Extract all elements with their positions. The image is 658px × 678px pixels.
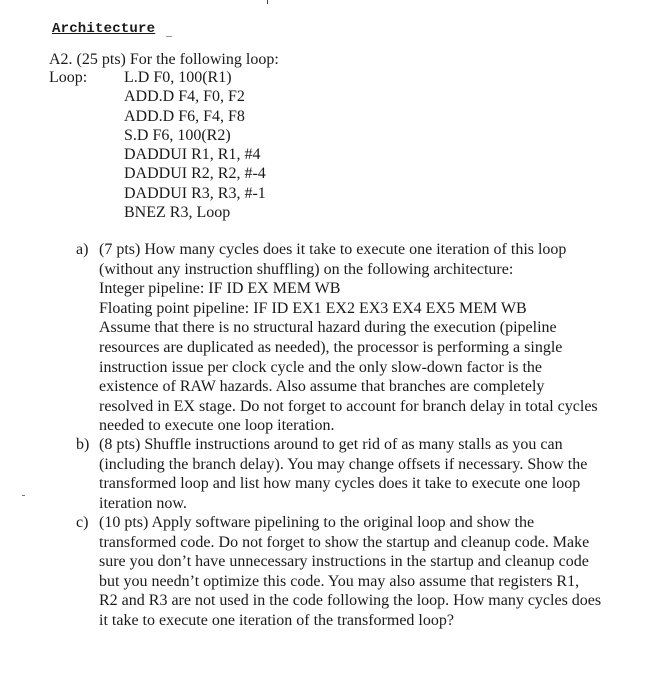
question-line: but you needn’t optimize this code. You may also assume that registers R1,: [99, 572, 580, 590]
question-text: [99, 240, 639, 436]
question-line: existence of RAW hazards. Also assume that branches are completely: [99, 378, 545, 396]
code-line: L.D F0, 100(R1): [124, 69, 232, 86]
code-line: DADDUI R2, R2, #-4: [124, 165, 266, 183]
question-line: it take to execute one iteration of the transformed loop?: [99, 611, 454, 629]
scan-mark: [267, 0, 268, 4]
scan-mark: [22, 495, 25, 496]
code-line: ADD.D F6, F4, F8: [124, 107, 245, 125]
code-listing: [124, 68, 266, 222]
question-marker: b): [76, 436, 90, 453]
question-line: Integer pipeline: IF ID EX MEM WB: [99, 280, 341, 298]
code-line: DADDUI R1, R1, #4: [124, 146, 261, 164]
question-marker: c): [76, 514, 89, 531]
code-line: S.D F6, 100(R2): [124, 126, 231, 144]
question-line: resources are duplicated as needed), the processor is performing a single: [99, 338, 563, 356]
code-line: BNEZ R3, Loop: [124, 204, 231, 222]
question-line: iteration now.: [99, 494, 187, 512]
section-heading: Architecture: [52, 21, 156, 37]
question-line: (without any instruction shuffling) on the following architecture:: [99, 260, 514, 278]
question-line: Assume that there is no structural hazard during the execution (pipeline: [99, 319, 557, 337]
question-text: [99, 513, 639, 631]
question-line: instruction issue per clock cycle and the only slow-down factor is the: [99, 358, 542, 376]
question-line: (10 pts) Apply software pipelining to the original loop and show the: [99, 514, 535, 531]
question-line: resolved in EX stage. Do not forget to account for branch delay in total cycles: [99, 397, 598, 415]
question-line: transformed code. Do not forget to show the startup and cleanup code. Make: [99, 533, 590, 551]
loop-label: Loop:: [49, 69, 88, 86]
question-text: [99, 435, 639, 513]
question-line: (7 pts) How many cycles does it take to execute one iteration of this loop: [99, 241, 567, 258]
code-line: DADDUI R3, R3, #-1: [124, 184, 266, 202]
problem-header: A2. (25 pts) For the following loop:: [49, 51, 279, 68]
code-line: ADD.D F4, F0, F2: [124, 88, 245, 106]
question-line: transformed loop and list how many cycles does it take to execute one loop: [99, 475, 581, 493]
question-line: sure you don’t have unnecessary instructions in the startup and cleanup code: [99, 553, 589, 571]
question-line: Floating point pipeline: IF ID EX1 EX2 EX3 EX4 EX5 MEM WB: [99, 299, 527, 317]
question-line: (8 pts) Shuffle instructions around to get rid of as many stalls as you can: [99, 436, 563, 453]
question-line: (including the branch delay). You may change offsets if necessary. Show the: [99, 455, 588, 473]
question-marker: a): [76, 241, 89, 258]
scan-mark: [166, 36, 172, 37]
question-line: R2 and R3 are not used in the code following the loop. How many cycles does: [99, 592, 602, 610]
question-line: needed to execute one loop iteration.: [99, 417, 335, 435]
